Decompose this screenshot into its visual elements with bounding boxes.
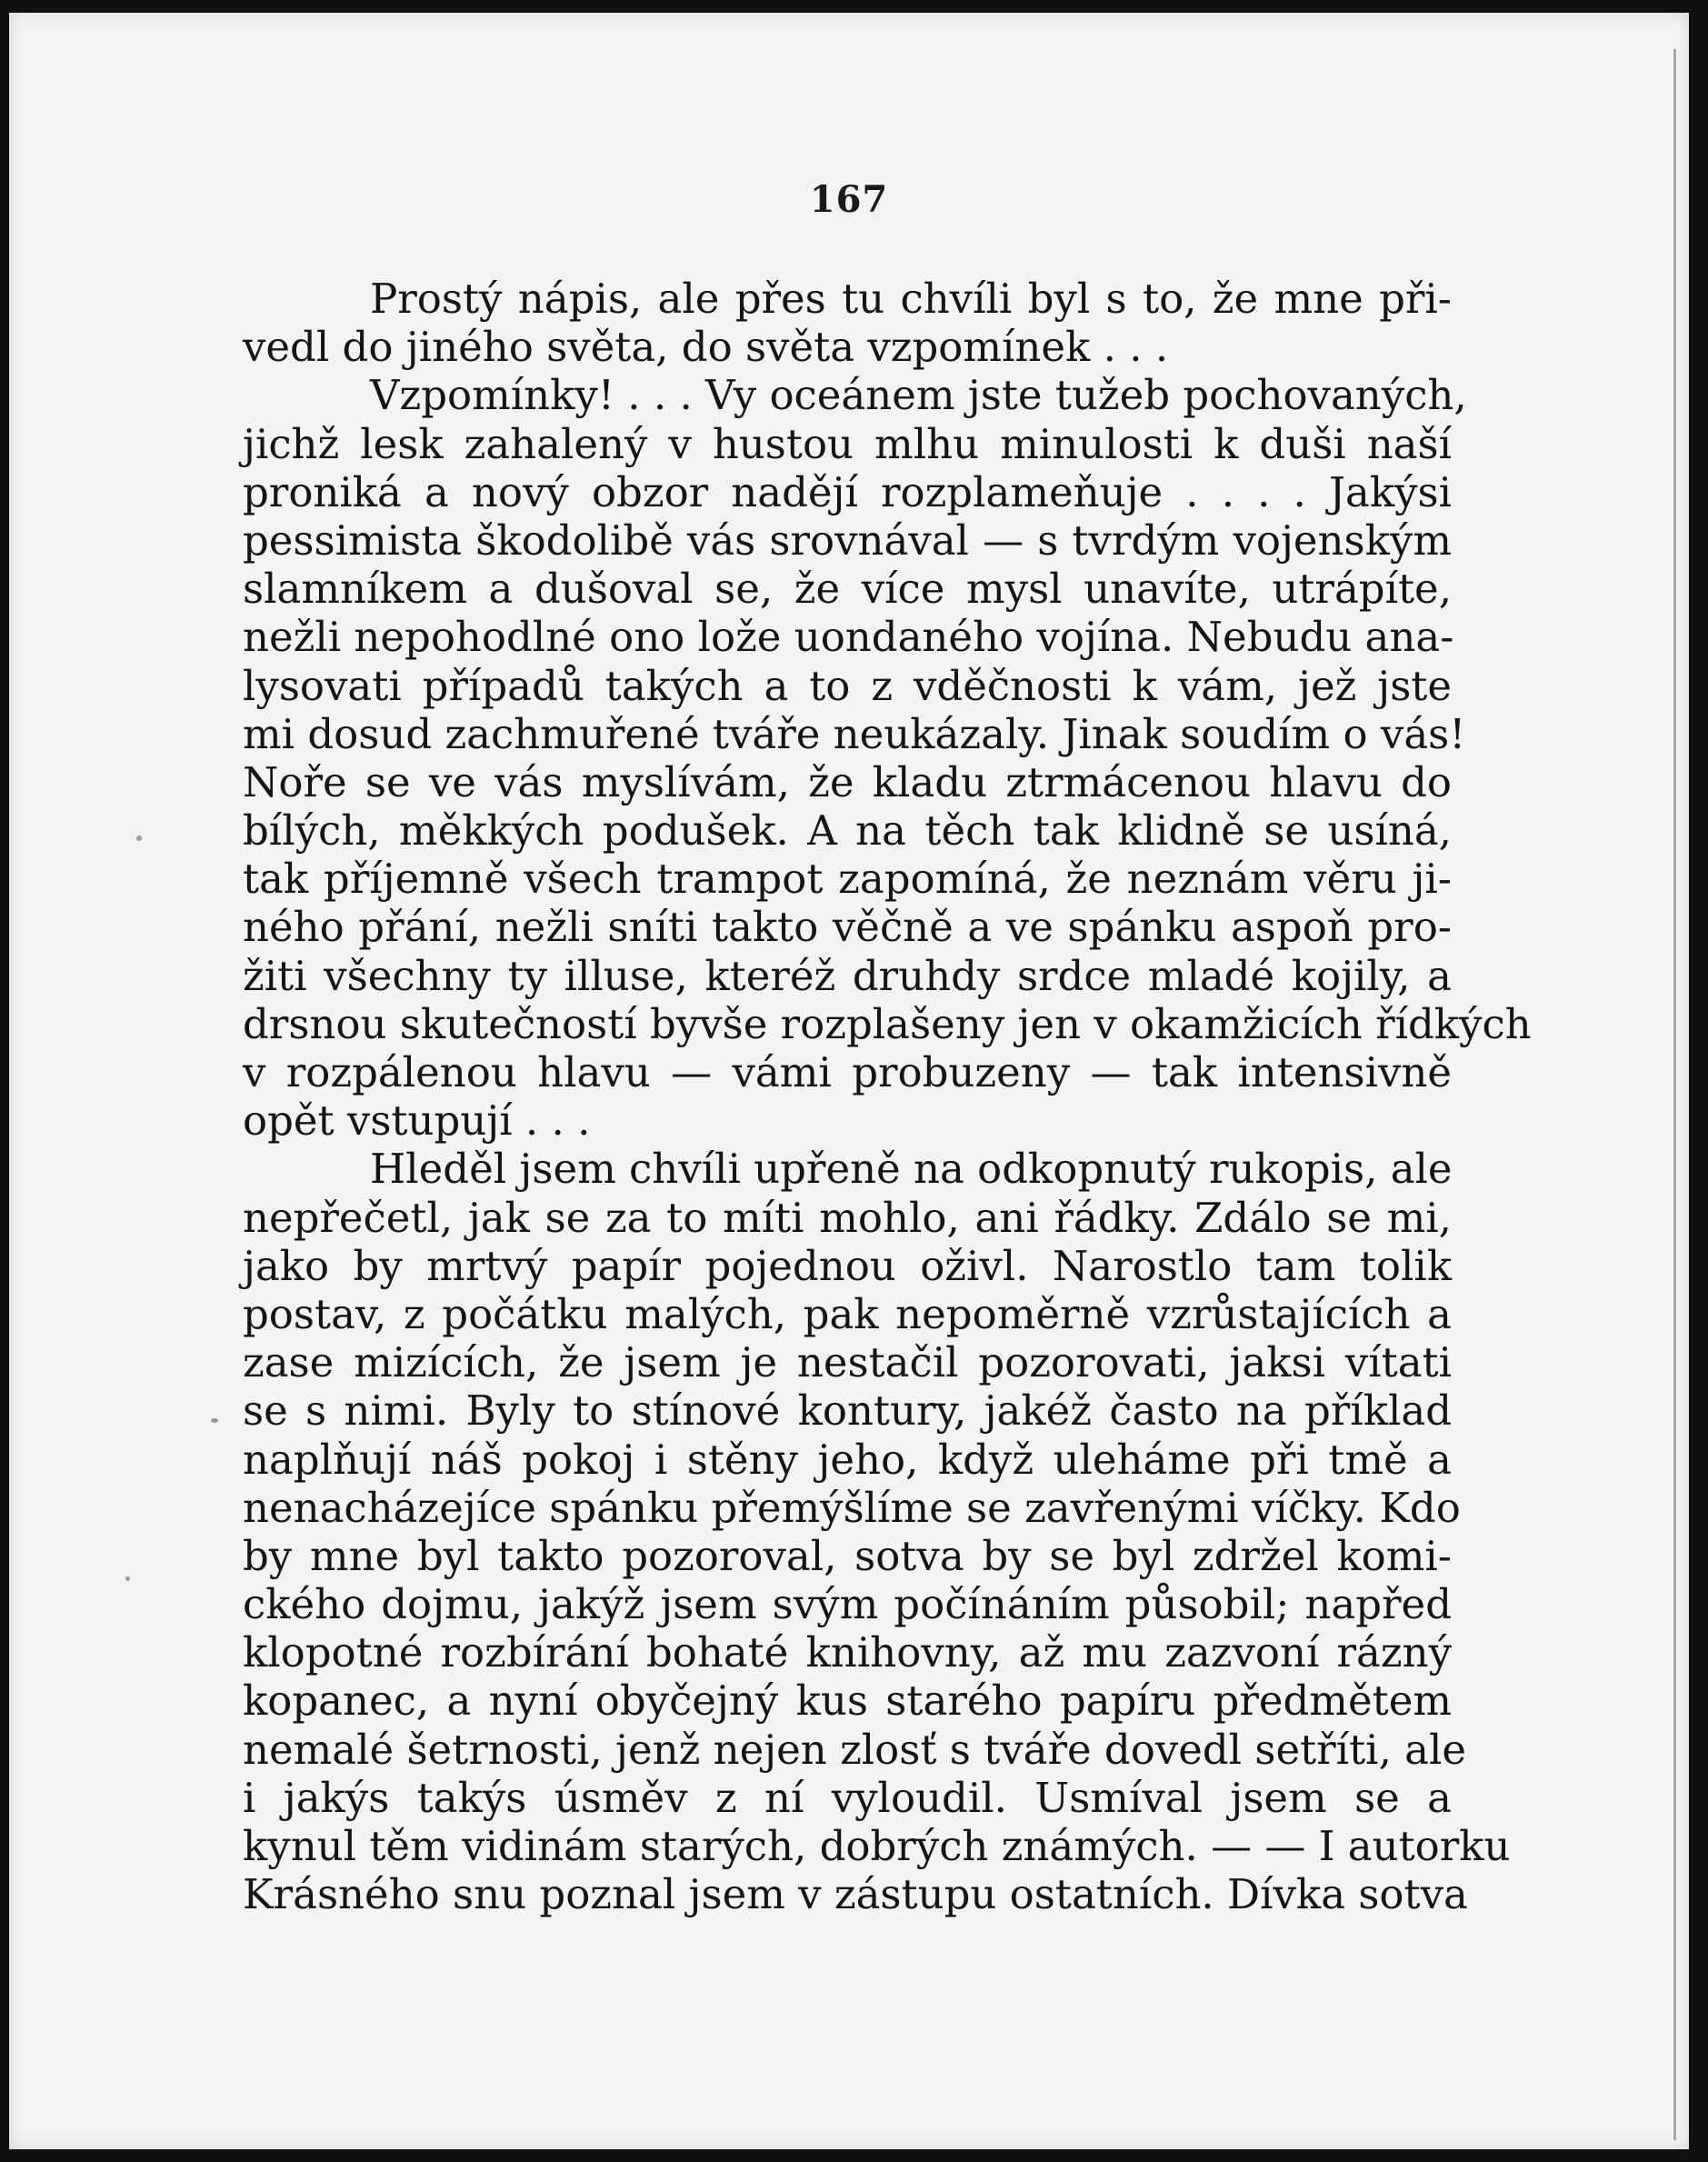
text-line: lysovati případů takých a to z vděčnosti k vám, jež jste [243, 661, 1452, 710]
text-line: klopotné rozbírání bohaté knihovny, až mu zazvoní rázný [243, 1628, 1452, 1677]
text-line: Vzpomínky! . . . Vy oceánem jste tužeb pochovaných, [370, 371, 1467, 420]
text-line: Noře se ve vás myslívám, že kladu ztrmácenou hlavu do [243, 757, 1452, 806]
text-line: vedl do jiného světa, do světa vzpomínek . . . [243, 323, 1169, 372]
text-line: v rozpálenou hlavu — vámi probuzeny — tak intensivně [243, 1048, 1452, 1096]
scan-speck [125, 1576, 130, 1581]
scan-speck [211, 1418, 218, 1423]
text-line: proniká a nový obzor nadějí rozplameňuje . . . . Jakýsi [243, 467, 1452, 516]
book-page [9, 13, 1689, 2149]
text-line: postav, z počátku malých, pak nepoměrně vzrůstajících a [243, 1289, 1452, 1338]
text-line: zase mizících, že jsem je nestačil pozorovati, jaksi vítati [243, 1338, 1452, 1387]
text-line: pessimista škodolibě vás srovnával — s tvrdým vojenským [243, 515, 1452, 565]
text-line: nepřečetl, jak se za to míti mohlo, ani řádky. Zdálo se mi, [243, 1193, 1452, 1242]
text-line: jako by mrtvý papír pojednou oživl. Narostlo tam tolik [243, 1241, 1452, 1290]
text-line: Prostý nápis, ale přes tu chvíli byl s to, že mne při- [370, 275, 1452, 323]
text-line: opět vstupují . . . [243, 1096, 591, 1146]
text-line: by mne byl takto pozoroval, sotva by se byl zdržel komi- [243, 1531, 1452, 1580]
text-line: ckého dojmu, jakýž jsem svým počínáním působil; napřed [243, 1580, 1452, 1629]
text-line: naplňují náš pokoj i stěny jeho, když uleháme při tmě a [243, 1435, 1452, 1484]
text-line: kopanec, a nyní obyčejný kus starého papíru předmětem [243, 1677, 1452, 1726]
page-text [243, 275, 1532, 1919]
page-edge-shadow [1673, 49, 1676, 2140]
text-line: nežli nepohodlné ono lože uondaného vojína. Nebudu ana- [243, 613, 1454, 662]
text-line: ného přání, nežli sníti takto věčně a ve spánku aspoň pro- [243, 903, 1452, 952]
text-line: drsnou skutečností byvše rozplašeny jen v okamžicích řídkých [243, 999, 1532, 1048]
text-line: mi dosud zachmuřené tváře neukázaly. Jinak soudím o vás! [243, 709, 1466, 758]
text-line: i jakýs takýs úsměv z ní vyloudil. Usmíval jsem se a [243, 1773, 1452, 1822]
text-line: bílých, měkkých podušek. A na těch tak klidně se usíná, [243, 806, 1452, 856]
text-line: se s nimi. Byly to stínové kontury, jakéž často na příklad [243, 1386, 1452, 1436]
text-line: žiti všechny ty illuse, kteréž druhdy srdce mladé kojily, a [243, 951, 1452, 1000]
text-line: kynul těm vidinám starých, dobrých známých. — — I autorku [243, 1822, 1511, 1870]
text-line: nenacházejíce spánku přemýšlíme se zavřenými víčky. Kdo [243, 1483, 1461, 1532]
scan-speck [136, 836, 142, 841]
text-line: tak příjemně všech trampot zapomíná, že neznám věru ji- [243, 855, 1452, 904]
page-number: 167 [809, 178, 889, 221]
text-line: Krásného snu poznal jsem v zástupu ostatních. Dívka sotva [243, 1870, 1468, 1919]
text-line: jichž lesk zahalený v hustou mlhu minulosti k duši naší [243, 419, 1452, 468]
text-line: Hleděl jsem chvíli upřeně na odkopnutý rukopis, ale [370, 1145, 1453, 1194]
text-line: slamníkem a dušoval se, že více mysl unavíte, utrápíte, [243, 565, 1452, 614]
text-line: nemalé šetrnosti, jenž nejen zlosť s tváře dovedl setříti, ale [243, 1725, 1467, 1774]
